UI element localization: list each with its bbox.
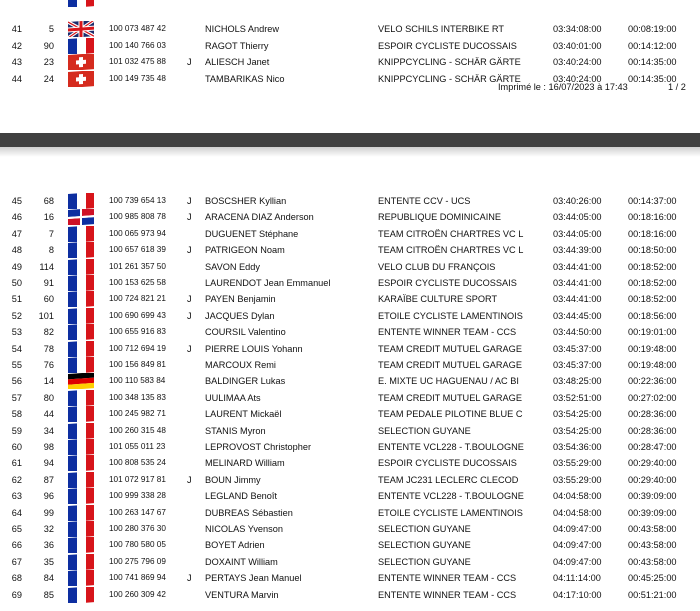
rider-name-cell: PERTAYS Jean Manuel bbox=[205, 573, 302, 584]
bib-cell: 98 bbox=[43, 442, 54, 452]
gap-cell: 00:18:56:00 bbox=[628, 310, 677, 321]
result-row bbox=[0, 54, 700, 70]
time-cell: 03:55:29:00 bbox=[553, 474, 602, 485]
rank-cell: 60 bbox=[11, 442, 22, 452]
nation-flag-fr-icon bbox=[68, 357, 94, 373]
time-cell: 03:34:08:00 bbox=[553, 24, 602, 35]
bib-cell: 91 bbox=[43, 278, 54, 288]
uci-id-cell: 100 657 618 39 bbox=[109, 245, 166, 255]
team-cell: KNIPPCYCLING - SCHÄR GÄRTE bbox=[378, 73, 521, 84]
rank-cell: 43 bbox=[11, 57, 22, 68]
bib-cell: 82 bbox=[43, 327, 54, 338]
team-cell: VELO CLUB DU FRANÇOIS bbox=[378, 261, 496, 272]
gap-cell: 00:28:36:00 bbox=[628, 409, 677, 420]
rider-name-cell: COURSIL Valentino bbox=[205, 327, 286, 338]
team-cell: TEAM CREDIT MUTUEL GARAGE bbox=[378, 360, 522, 370]
time-cell: 03:45:37:00 bbox=[553, 343, 602, 354]
team-cell: ETOILE CYCLISTE LAMENTINOIS bbox=[378, 310, 523, 321]
team-cell: ENTENTE WINNER TEAM - CCS bbox=[378, 589, 517, 600]
rider-name-cell: MARCOUX Remi bbox=[205, 360, 276, 370]
result-row bbox=[0, 0, 700, 7]
result-row bbox=[0, 570, 700, 586]
team-cell: REPUBLIQUE DOMINICAINE bbox=[378, 212, 502, 223]
gap-cell: 00:18:52:00 bbox=[628, 294, 677, 305]
nation-flag-fr-icon bbox=[68, 423, 94, 439]
nation-flag-fr-icon bbox=[68, 587, 94, 603]
rider-name-cell: BOSCSHER Kyllian bbox=[205, 196, 287, 206]
team-cell: TEAM CITROËN CHARTRES VC L bbox=[378, 245, 524, 256]
bib-cell: 87 bbox=[43, 474, 54, 485]
uci-id-cell: 100 780 580 05 bbox=[109, 540, 166, 550]
bib-cell: 101 bbox=[38, 310, 54, 321]
team-cell: TEAM CITROËN CHARTRES VC L bbox=[378, 228, 524, 239]
uci-id-cell: 100 275 796 09 bbox=[109, 556, 166, 566]
bib-cell: 85 bbox=[43, 589, 54, 600]
gap-cell: 00:43:58:00 bbox=[628, 556, 677, 567]
rider-name-cell: ARACENA DIAZ Anderson bbox=[205, 212, 314, 223]
team-cell: ENTENTE VCL228 - T.BOULOGNE bbox=[378, 442, 524, 452]
junior-flag-cell: J bbox=[187, 57, 192, 68]
rank-cell: 41 bbox=[11, 24, 22, 35]
nation-flag-ch-icon bbox=[68, 71, 94, 87]
nation-flag-fr-icon bbox=[68, 324, 94, 340]
bib-cell: 80 bbox=[43, 392, 54, 403]
team-cell: ENTENTE WINNER TEAM - CCS bbox=[378, 327, 517, 338]
uci-id-cell: 100 260 309 42 bbox=[109, 589, 166, 599]
result-row bbox=[0, 38, 700, 54]
team-cell: TEAM JC231 LECLERC CLECOD bbox=[378, 474, 519, 485]
uci-id-cell: 100 140 766 03 bbox=[109, 40, 166, 50]
result-row bbox=[0, 390, 700, 406]
rider-name-cell: VENTURA Marvin bbox=[205, 589, 279, 600]
rider-name-cell: LAURENT Mickaël bbox=[205, 409, 282, 420]
result-row bbox=[0, 472, 700, 488]
rider-name-cell: SAVON Eddy bbox=[205, 261, 260, 272]
uci-id-cell: 100 156 849 81 bbox=[109, 360, 166, 369]
bib-cell: 34 bbox=[43, 425, 54, 436]
gap-cell: 00:18:16:00 bbox=[628, 212, 677, 223]
page-number: 1 / 2 bbox=[668, 82, 686, 92]
gap-cell: 00:45:25:00 bbox=[628, 573, 677, 584]
nation-flag-fr-icon bbox=[68, 38, 94, 54]
nation-flag-de-icon bbox=[68, 373, 94, 389]
nation-flag-fr-icon bbox=[68, 291, 94, 307]
team-cell: ENTENTE VCL228 - T.BOULOGNE bbox=[378, 491, 524, 502]
uci-id-cell: 100 985 808 78 bbox=[109, 212, 166, 222]
nation-flag-fr-icon bbox=[68, 455, 94, 471]
team-cell: ESPOIR CYCLISTE DUCOSSAIS bbox=[378, 278, 517, 288]
time-cell: 04:11:14:00 bbox=[553, 573, 601, 584]
gap-cell: 00:18:52:00 bbox=[628, 278, 677, 288]
rank-cell: 64 bbox=[11, 507, 22, 518]
gap-cell: 00:51:21:00 bbox=[628, 589, 677, 600]
gap-cell: 00:29:40:00 bbox=[628, 458, 677, 469]
result-row bbox=[0, 439, 700, 455]
uci-id-cell: 100 110 583 84 bbox=[109, 376, 166, 386]
junior-flag-cell: J bbox=[187, 573, 192, 584]
gap-cell: 00:43:58:00 bbox=[628, 524, 677, 534]
team-cell: TEAM CREDIT MUTUEL GARAGE bbox=[378, 343, 522, 354]
rank-cell: 68 bbox=[11, 573, 22, 584]
uci-id-cell: 100 712 694 19 bbox=[109, 343, 166, 353]
gap-cell: 00:18:50:00 bbox=[628, 245, 677, 256]
rider-name-cell: NICOLAS Yvenson bbox=[205, 524, 283, 534]
rank-cell: 59 bbox=[11, 425, 22, 436]
time-cell: 03:40:26:00 bbox=[553, 196, 602, 206]
time-cell: 03:55:29:00 bbox=[553, 458, 602, 469]
result-row bbox=[0, 373, 700, 389]
team-cell: ENTENTE CCV - UCS bbox=[378, 196, 471, 206]
uci-id-cell: 100 263 147 67 bbox=[109, 507, 166, 517]
nation-flag-fr-icon bbox=[68, 0, 94, 7]
junior-flag-cell: J bbox=[187, 474, 192, 485]
uci-id-cell: 100 149 735 48 bbox=[109, 73, 166, 83]
rank-cell: 51 bbox=[11, 294, 22, 305]
uci-id-cell: 100 260 315 48 bbox=[109, 425, 166, 435]
bib-cell: 60 bbox=[43, 294, 54, 305]
rank-cell: 44 bbox=[11, 73, 22, 84]
printed-date: Imprimé le : 16/07/2023 à 17:43 bbox=[498, 82, 628, 92]
uci-id-cell: 100 741 869 94 bbox=[109, 573, 166, 583]
time-cell: 03:40:24:00 bbox=[553, 73, 602, 84]
gap-cell: 00:28:36:00 bbox=[628, 425, 677, 436]
junior-flag-cell: J bbox=[187, 310, 192, 321]
result-row bbox=[0, 291, 700, 307]
rank-cell: 57 bbox=[11, 392, 22, 403]
nation-flag-fr-icon bbox=[68, 505, 94, 521]
gap-cell: 00:14:35:00 bbox=[628, 73, 677, 84]
rider-name-cell: TAMBARIKAS Nico bbox=[205, 73, 285, 84]
nation-flag-fr-icon bbox=[68, 537, 94, 553]
rider-name-cell: DUBREAS Sébastien bbox=[205, 507, 293, 518]
bib-cell: 44 bbox=[43, 409, 54, 420]
result-row bbox=[0, 406, 700, 422]
gap-cell: 00:14:12:00 bbox=[628, 40, 677, 51]
rank-cell: 61 bbox=[11, 458, 22, 469]
rank-cell: 48 bbox=[11, 245, 22, 256]
result-row bbox=[0, 357, 700, 373]
result-row bbox=[0, 226, 700, 242]
bib-cell: 32 bbox=[43, 524, 54, 534]
junior-flag-cell: J bbox=[187, 245, 192, 256]
rider-name-cell: ALIESCH Janet bbox=[205, 57, 270, 68]
bib-cell: 99 bbox=[43, 507, 54, 518]
time-cell: 03:44:41:00 bbox=[553, 278, 602, 288]
team-cell: SELECTION GUYANE bbox=[378, 556, 471, 567]
rank-cell: 54 bbox=[11, 343, 22, 354]
result-row bbox=[0, 537, 700, 553]
junior-flag-cell: J bbox=[187, 196, 192, 206]
bib-cell: 78 bbox=[43, 343, 54, 354]
time-cell: 03:44:45:00 bbox=[553, 310, 602, 321]
rider-name-cell: PATRIGEON Noam bbox=[205, 245, 285, 256]
time-cell: 03:54:25:00 bbox=[553, 409, 602, 420]
team-cell: SELECTION GUYANE bbox=[378, 540, 471, 551]
time-cell: 03:54:25:00 bbox=[553, 425, 602, 436]
time-cell: 03:44:41:00 bbox=[553, 294, 602, 305]
result-row bbox=[0, 308, 700, 324]
result-row bbox=[0, 423, 700, 439]
uci-id-cell: 101 261 357 50 bbox=[109, 261, 166, 271]
bib-cell: 84 bbox=[43, 573, 54, 584]
rider-name-cell: NICHOLS Andrew bbox=[205, 24, 280, 35]
result-row bbox=[0, 554, 700, 570]
nation-flag-fr-icon bbox=[68, 242, 94, 258]
page-divider bbox=[0, 133, 700, 147]
team-cell: ESPOIR CYCLISTE DUCOSSAIS bbox=[378, 458, 517, 469]
rank-cell: 66 bbox=[11, 540, 22, 551]
gap-cell: 00:19:48:00 bbox=[628, 343, 677, 354]
team-cell: ETOILE CYCLISTE LAMENTINOIS bbox=[378, 507, 523, 518]
bib-cell: 90 bbox=[43, 40, 54, 51]
nation-flag-fr-icon bbox=[68, 472, 94, 488]
result-row bbox=[0, 275, 700, 291]
time-cell: 03:44:41:00 bbox=[553, 261, 602, 272]
time-cell: 03:44:05:00 bbox=[553, 228, 602, 239]
nation-flag-fr-icon bbox=[68, 570, 94, 586]
uci-id-cell: 100 808 535 24 bbox=[109, 458, 166, 468]
uci-id-cell: 100 065 973 94 bbox=[109, 228, 166, 238]
gap-cell: 00:18:16:00 bbox=[628, 228, 677, 239]
rank-cell: 47 bbox=[11, 228, 22, 239]
uci-id-cell: 100 245 982 71 bbox=[109, 409, 166, 419]
nation-flag-fr-icon bbox=[68, 521, 94, 537]
rank-cell: 69 bbox=[11, 589, 22, 600]
uci-id-cell: 100 739 654 13 bbox=[109, 196, 166, 205]
rider-name-cell: BALDINGER Lukas bbox=[205, 376, 286, 387]
gap-cell: 00:43:58:00 bbox=[628, 540, 677, 551]
team-cell: TEAM PEDALE PILOTINE BLUE C bbox=[378, 409, 523, 420]
bib-cell: 114 bbox=[39, 261, 54, 272]
rider-name-cell: UULIMAA Ats bbox=[205, 392, 261, 403]
gap-cell: 00:08:19:00 bbox=[628, 24, 677, 35]
rider-name-cell: LAURENDOT Jean Emmanuel bbox=[205, 278, 331, 288]
result-row bbox=[0, 21, 700, 37]
bib-cell: 7 bbox=[48, 228, 54, 239]
bib-cell: 5 bbox=[48, 24, 54, 35]
time-cell: 04:04:58:00 bbox=[553, 507, 602, 518]
gap-cell: 00:29:40:00 bbox=[628, 474, 677, 485]
nation-flag-do-icon bbox=[68, 209, 94, 225]
time-cell: 04:04:58:00 bbox=[553, 491, 602, 502]
uci-id-cell: 100 280 376 30 bbox=[109, 524, 166, 533]
junior-flag-cell: J bbox=[187, 212, 192, 223]
rider-name-cell: STANIS Myron bbox=[205, 425, 266, 436]
uci-id-cell: 100 073 487 42 bbox=[109, 24, 166, 34]
nation-flag-fr-icon bbox=[68, 390, 94, 406]
nation-flag-fr-icon bbox=[68, 275, 94, 291]
bib-cell: 36 bbox=[43, 540, 54, 551]
bib-cell: 16 bbox=[43, 212, 54, 223]
gap-cell: 00:14:35:00 bbox=[628, 57, 677, 68]
rider-name-cell: PAYEN Benjamin bbox=[205, 294, 276, 305]
result-row bbox=[0, 193, 700, 209]
junior-flag-cell: J bbox=[187, 343, 192, 354]
team-cell: TEAM CREDIT MUTUEL GARAGE bbox=[378, 392, 522, 403]
nation-flag-fr-icon bbox=[68, 259, 94, 275]
time-cell: 03:45:37:00 bbox=[553, 360, 602, 370]
time-cell: 04:09:47:00 bbox=[553, 540, 602, 551]
uci-id-cell: 100 153 625 58 bbox=[109, 278, 166, 287]
uci-id-cell: 100 655 916 83 bbox=[109, 327, 166, 337]
result-row bbox=[0, 242, 700, 258]
rank-cell: 50 bbox=[11, 278, 22, 288]
nation-flag-fr-icon bbox=[68, 554, 94, 570]
time-cell: 03:44:50:00 bbox=[553, 327, 602, 338]
nation-flag-fr-icon bbox=[68, 308, 94, 324]
rider-name-cell: RAGOT Thierry bbox=[205, 40, 269, 51]
rank-cell: 52 bbox=[11, 310, 22, 321]
time-cell: 03:48:25:00 bbox=[553, 376, 602, 387]
rank-cell: 56 bbox=[11, 376, 22, 387]
nation-flag-gb-icon bbox=[68, 21, 94, 37]
bib-cell: 23 bbox=[43, 57, 54, 68]
bib-cell: 76 bbox=[43, 360, 54, 370]
bib-cell: 94 bbox=[43, 458, 54, 469]
result-row bbox=[0, 505, 700, 521]
team-cell: E. MIXTE UC HAGUENAU / AC BI bbox=[378, 376, 519, 387]
nation-flag-fr-icon bbox=[68, 193, 94, 209]
nation-flag-fr-icon bbox=[68, 488, 94, 504]
junior-flag-cell: J bbox=[187, 294, 192, 305]
team-cell: ENTENTE WINNER TEAM - CCS bbox=[378, 573, 517, 584]
gap-cell: 00:22:36:00 bbox=[628, 376, 677, 387]
uci-id-cell: 101 055 011 23 bbox=[109, 442, 166, 451]
rank-cell: 58 bbox=[11, 409, 22, 420]
uci-id-cell: 100 999 338 28 bbox=[109, 491, 166, 501]
bib-cell: 14 bbox=[43, 376, 54, 387]
rider-name-cell: PIERRE LOUIS Yohann bbox=[205, 343, 303, 354]
gap-cell: 00:19:01:00 bbox=[628, 327, 677, 338]
rank-cell: 62 bbox=[11, 474, 22, 485]
result-row bbox=[0, 521, 700, 537]
bib-cell: 8 bbox=[48, 245, 54, 256]
result-row bbox=[0, 488, 700, 504]
rider-name-cell: DUGUENET Stéphane bbox=[205, 228, 299, 239]
team-cell: ESPOIR CYCLISTE DUCOSSAIS bbox=[378, 40, 517, 51]
rider-name-cell: LEGLAND Benoît bbox=[205, 491, 278, 502]
bib-cell: 35 bbox=[43, 556, 54, 567]
gap-cell: 00:39:09:00 bbox=[628, 507, 677, 518]
time-cell: 04:09:47:00 bbox=[553, 556, 602, 567]
gap-cell: 00:18:52:00 bbox=[628, 261, 677, 272]
time-cell: 04:09:47:00 bbox=[553, 524, 602, 534]
rank-cell: 55 bbox=[11, 360, 22, 370]
nation-flag-fr-icon bbox=[68, 406, 94, 422]
nation-flag-ch-icon bbox=[68, 54, 94, 70]
result-row bbox=[0, 324, 700, 340]
gap-cell: 00:39:09:00 bbox=[628, 491, 677, 502]
gap-cell: 00:19:48:00 bbox=[628, 360, 677, 370]
time-cell: 03:54:36:00 bbox=[553, 442, 602, 452]
bib-cell: 96 bbox=[43, 491, 54, 502]
gap-cell: 00:28:47:00 bbox=[628, 442, 677, 452]
bib-cell: 68 bbox=[43, 196, 54, 206]
time-cell: 03:40:24:00 bbox=[553, 57, 602, 68]
gap-cell: 00:27:02:00 bbox=[628, 392, 677, 403]
time-cell: 04:17:10:00 bbox=[553, 589, 602, 600]
nation-flag-fr-icon bbox=[68, 341, 94, 357]
team-cell: VELO SCHILS INTERBIKE RT bbox=[378, 24, 504, 35]
rider-name-cell: JACQUES Dylan bbox=[205, 310, 275, 321]
rank-cell: 65 bbox=[11, 524, 22, 534]
rider-name-cell: LEPROVOST Christopher bbox=[205, 442, 312, 452]
team-cell: KNIPPCYCLING - SCHÄR GÄRTE bbox=[378, 57, 521, 68]
rider-name-cell: DOXAINT William bbox=[205, 556, 278, 567]
result-row bbox=[0, 455, 700, 471]
team-cell: SELECTION GUYANE bbox=[378, 524, 471, 534]
rank-cell: 67 bbox=[11, 556, 22, 567]
uci-id-cell: 100 348 135 83 bbox=[109, 392, 166, 402]
result-row bbox=[0, 209, 700, 225]
uci-id-cell: 100 690 699 43 bbox=[109, 310, 166, 320]
time-cell: 03:52:51:00 bbox=[553, 392, 602, 403]
rider-name-cell: BOUN Jimmy bbox=[205, 474, 261, 485]
rider-name-cell: BOYET Adrien bbox=[205, 540, 265, 551]
bib-cell: 24 bbox=[43, 73, 54, 84]
rank-cell: 53 bbox=[11, 327, 22, 338]
nation-flag-fr-icon bbox=[68, 226, 94, 242]
result-row bbox=[0, 341, 700, 357]
team-cell: SELECTION GUYANE bbox=[378, 425, 471, 436]
result-row bbox=[0, 587, 700, 603]
nation-flag-fr-icon bbox=[68, 439, 94, 455]
rank-cell: 45 bbox=[11, 196, 22, 206]
uci-id-cell: 100 724 821 21 bbox=[109, 294, 166, 304]
uci-id-cell: 101 072 917 81 bbox=[109, 474, 166, 484]
gap-cell: 00:14:37:00 bbox=[628, 196, 677, 206]
uci-id-cell: 101 032 475 88 bbox=[109, 57, 166, 67]
rider-name-cell: MELINARD William bbox=[205, 458, 285, 469]
time-cell: 03:44:39:00 bbox=[553, 245, 602, 256]
rank-cell: 49 bbox=[11, 261, 22, 272]
team-cell: KARAÏBE CULTURE SPORT bbox=[378, 294, 498, 305]
time-cell: 03:40:01:00 bbox=[553, 40, 602, 51]
rank-cell: 63 bbox=[11, 491, 22, 502]
time-cell: 03:44:05:00 bbox=[553, 212, 602, 223]
result-row bbox=[0, 259, 700, 275]
rank-cell: 42 bbox=[11, 40, 22, 51]
rank-cell: 46 bbox=[11, 212, 22, 223]
